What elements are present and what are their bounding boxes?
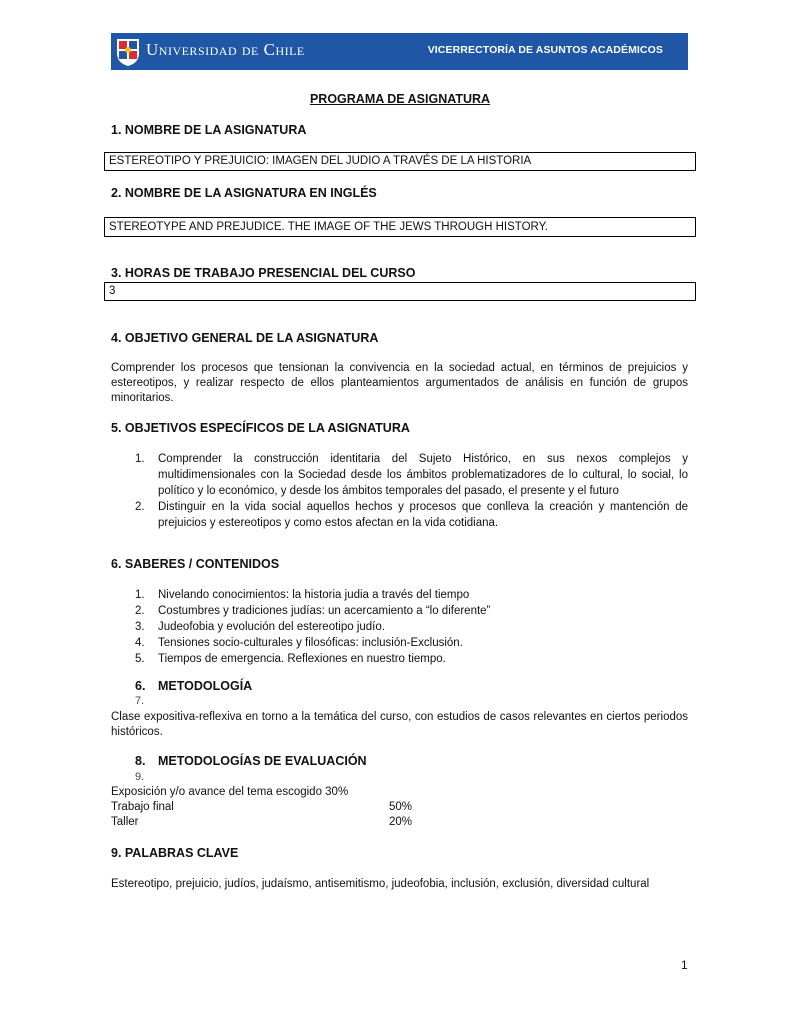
- evaluation-row-label: Taller: [111, 816, 139, 828]
- list-item: 1. Nivelando conocimientos: la historia judia a través del tiempo: [135, 589, 470, 601]
- evaluation-heading: METODOLOGÍAS DE EVALUACIÓN: [158, 754, 367, 768]
- methodology-number: 6.: [135, 679, 146, 693]
- section-3-heading: 3. HORAS DE TRABAJO PRESENCIAL DEL CURSO: [111, 266, 416, 280]
- vicerrectoria-label: VICERRECTORÍA DE ASUNTOS ACADÉMICOS: [427, 44, 663, 56]
- methodology-heading: METODOLOGÍA: [158, 679, 253, 693]
- section-1-heading: 1. NOMBRE DE LA ASIGNATURA: [111, 123, 307, 137]
- evaluation-row-label: Trabajo final: [111, 801, 174, 813]
- page-number: 1: [681, 958, 688, 972]
- section-9-heading: 9. PALABRAS CLAVE: [111, 846, 239, 860]
- evaluation-row-percent: 20%: [389, 816, 413, 828]
- methodology-text: Clase expositiva-reflexiva en torno a la temática del curso, con estudios de casos relevantes en ciertos periodos históricos.: [111, 711, 688, 738]
- list-item: 1. Comprender la construcción identitaria del Sujeto Histórico, en sus nexos complejos y multidimensionales con la Sociedad desde los ámbitos problematizadores de lo cultural, lo social, lo político y lo económico, y desde los ámbitos temporales del pasado, el presente y el futuro: [135, 453, 688, 497]
- keywords-text: Estereotipo, prejuicio, judíos, judaísmo, antisemitismo, judeofobia, inclusión, exclusión, diversidad cultural: [111, 878, 650, 890]
- evaluation-number: 8.: [135, 754, 146, 768]
- list-item: 2. Distinguir en la vida social aquellos hechos y procesos que conlleva la creación y mantención de prejuicios y estereotipos y como estos afectan en la vida cotidiana.: [135, 501, 688, 529]
- section-5-heading: 5. OBJETIVOS ESPECÍFICOS DE LA ASIGNATURA: [111, 421, 410, 435]
- methodology-sub-number: 7.: [135, 695, 145, 707]
- section-2-heading: 2. NOMBRE DE LA ASIGNATURA EN INGLÉS: [111, 186, 377, 200]
- hours-box: 3: [104, 282, 696, 301]
- evaluation-sub-number: 9.: [135, 771, 145, 783]
- contents-list: [135, 587, 688, 667]
- section-6-heading: 6. SABERES / CONTENIDOS: [111, 557, 280, 571]
- course-name-box: ESTEREOTIPO Y PREJUICIO: IMAGEN DEL JUDIO A TRAVÉS DE LA HISTORIA: [104, 152, 696, 171]
- specific-objectives-list: [135, 451, 688, 531]
- general-objective-text: Comprender los procesos que tensionan la convivencia en la sociedad actual, en términos de prejuicios y estereotipos, y realizar respecto de ellos planteamientos argumentados de análisis en función de grupos minoritarios.: [111, 362, 688, 404]
- list-item: 5. Tiempos de emergencia. Reflexiones en nuestro tiempo.: [135, 653, 446, 665]
- course-name-english-box: STEREOTYPE AND PREJUDICE. THE IMAGE OF THE JEWS THROUGH HISTORY.: [104, 217, 696, 237]
- list-item: 3. Judeofobia y evolución del estereotipo judío.: [135, 621, 385, 633]
- evaluation-row-percent: 50%: [389, 801, 413, 813]
- list-item: 2. Costumbres y tradiciones judías: un acercamiento a “lo diferente”: [135, 605, 491, 617]
- section-4-heading: 4. OBJETIVO GENERAL DE LA ASIGNATURA: [111, 331, 379, 345]
- university-crest-icon: [115, 37, 141, 67]
- evaluation-row-label: Exposición y/o avance del tema escogido 30%: [111, 786, 349, 798]
- document-title: PROGRAMA DE ASIGNATURA: [309, 92, 491, 106]
- list-item: 4. Tensiones socio-culturales y filosóficas: inclusión-Exclusión.: [135, 637, 463, 649]
- header-banner: [111, 33, 688, 70]
- university-name: Universidad de Chile: [146, 40, 305, 59]
